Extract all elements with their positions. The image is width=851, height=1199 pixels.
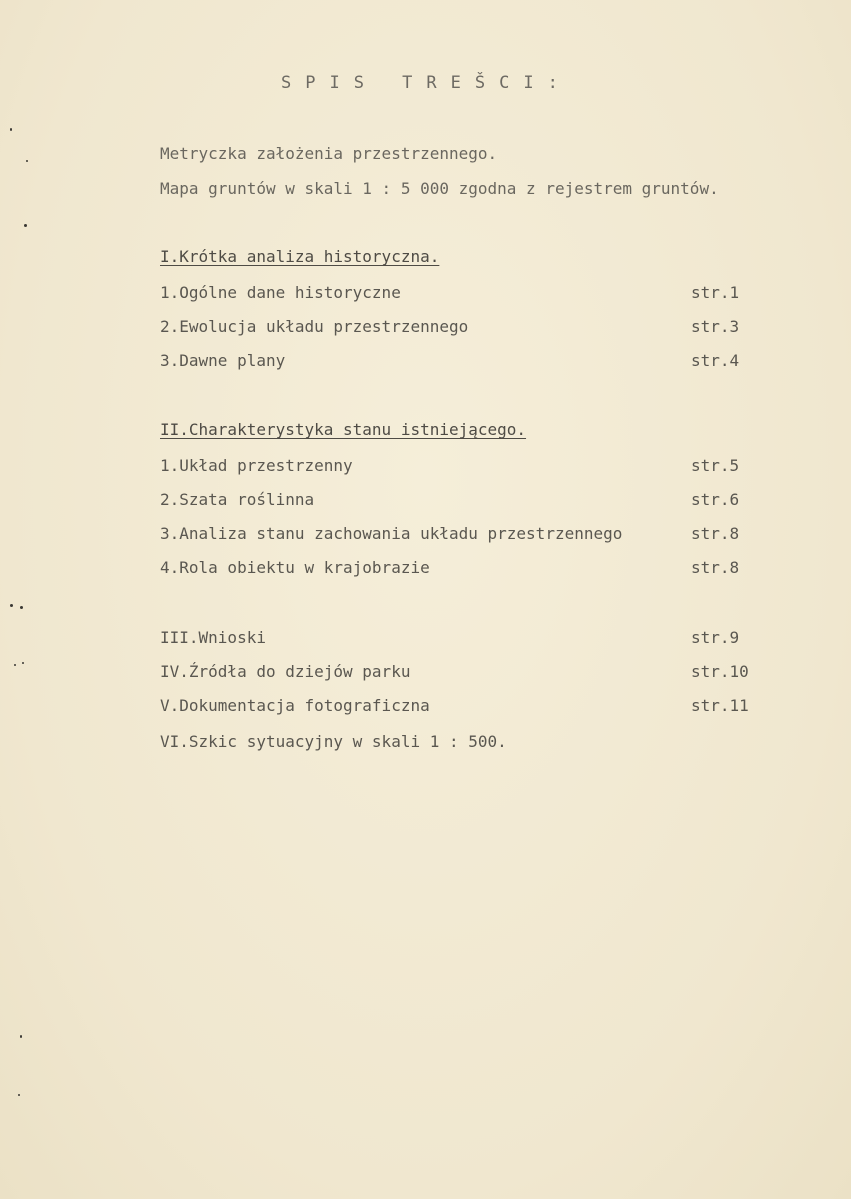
toc-item-page: str.3	[691, 317, 740, 336]
intro-line-mapa: Mapa gruntów w skali 1 : 5 000 zgodna z rejestrem gruntów.	[160, 179, 719, 198]
scan-speck	[10, 128, 12, 131]
scan-speck	[14, 664, 16, 666]
scan-speck	[10, 604, 13, 607]
toc-item-label: V.Dokumentacja fotograficzna	[160, 696, 430, 715]
toc-item-label: 1.Ogólne dane historyczne	[160, 283, 401, 302]
toc-item-label: 1.Układ przestrzenny	[160, 456, 353, 475]
toc-item-page: str.4	[691, 351, 740, 370]
section-heading-1: I.Krótka analiza historyczna.	[160, 247, 440, 266]
toc-item-page: str.8	[691, 524, 740, 543]
toc-item-label: 3.Analiza stanu zachowania układu przestrzennego	[160, 524, 623, 543]
toc-item-page: str.8	[691, 558, 740, 577]
toc-item-label: VI.Szkic sytuacyjny w skali 1 : 500.	[160, 732, 507, 751]
toc-item-label: 4.Rola obiektu w krajobrazie	[160, 558, 430, 577]
toc-item-page: str.5	[691, 456, 740, 475]
toc-item-page: str.9	[691, 628, 740, 647]
toc-item-page: str.11	[691, 696, 749, 715]
scan-speck	[24, 224, 27, 227]
toc-item-label: 2.Szata roślinna	[160, 490, 315, 509]
toc-item-page: str.1	[691, 283, 740, 302]
scan-speck	[20, 606, 23, 609]
toc-item-label: 3.Dawne plany	[160, 351, 286, 370]
toc-item-label: 2.Ewolucja układu przestrzennego	[160, 317, 469, 336]
scan-speck	[18, 1094, 20, 1096]
scan-speck	[22, 662, 24, 664]
scan-speck	[20, 1035, 22, 1038]
toc-item-label: III.Wnioski	[160, 628, 266, 647]
toc-item-label: IV.Źródła do dziejów parku	[160, 662, 411, 681]
intro-line-metryczka: Metryczka założenia przestrzennego.	[160, 144, 498, 163]
toc-item-page: str.10	[691, 662, 749, 681]
toc-item-page: str.6	[691, 490, 740, 509]
section-heading-2: II.Charakterystyka stanu istniejącego.	[160, 420, 527, 439]
scan-speck	[26, 160, 28, 162]
page-title: SPIS TREŠCI:	[281, 73, 572, 93]
